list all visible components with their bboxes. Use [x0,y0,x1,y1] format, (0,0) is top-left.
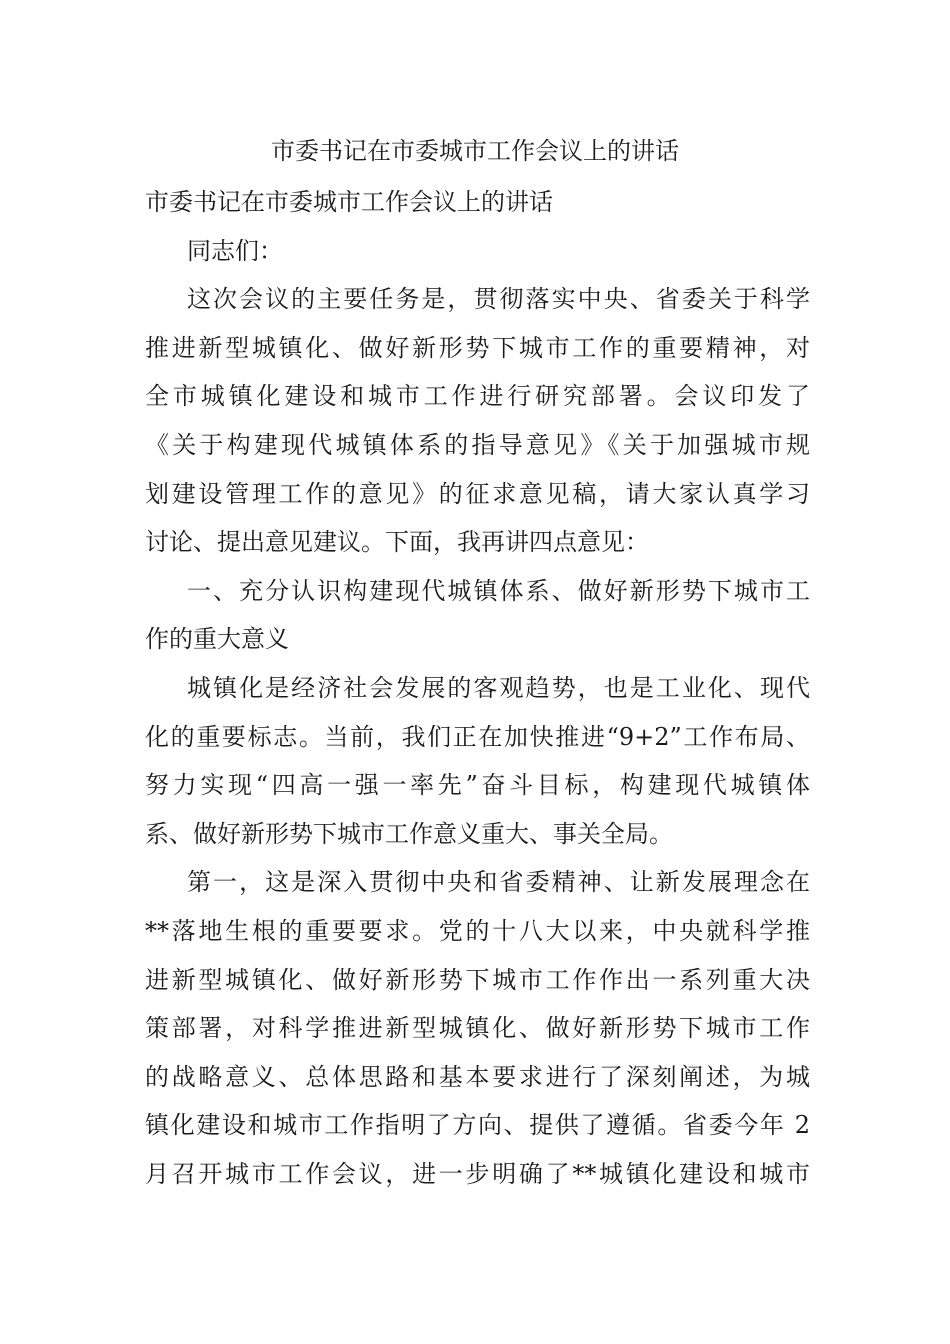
text-line: 这次会议的主要任务是，贯彻落实中央、省委关于科学 [187,285,810,314]
text-line: 作的重大意义 [145,625,289,654]
text-line: 镇化建设和城市工作指明了方向、提供了遵循。省委今年 2 [145,1111,810,1140]
text-line: 城镇化是经济社会发展的客观趋势，也是工业化、现代 [187,673,810,702]
text-line: 化的重要标志。当前，我们正在加快推进“9+2”工作布局、 [145,722,810,751]
text-line: 进新型城镇化、做好新形势下城市工作作出一系列重大决 [145,965,810,994]
text-line: 划建设管理工作的意见》的征求意见稿，请大家认真学习 [145,479,810,508]
text-line: 第一，这是深入贯彻中央和省委精神、让新发展理念在 [187,868,810,897]
text-line: 推进新型城镇化、做好新形势下城市工作的重要精神，对 [145,333,810,362]
text-line: 一、充分认识构建现代城镇体系、做好新形势下城市工 [187,576,810,605]
text-line: 全市城镇化建设和城市工作进行研究部署。会议印发了 [145,382,810,411]
text-line: 《关于构建现代城镇体系的指导意见》《关于加强城市规 [145,430,810,459]
text-line: **落地生根的重要要求。党的十八大以来，中央就科学推 [145,916,810,945]
text-line: 的战略意义、总体思路和基本要求进行了深刻阐述，为城 [145,1062,810,1091]
text-line: 月召开城市工作会议，进一步明确了**城镇化建设和城市 [145,1159,810,1188]
text-line: 同志们： [187,236,283,265]
text-line: 系、做好新形势下城市工作意义重大、事关全局。 [145,819,673,848]
text-line: 策部署，对科学推进新型城镇化、做好新形势下城市工作 [145,1014,810,1043]
document-body [145,180,810,1200]
text-line: 努力实现“四高一强一率先”奋斗目标，构建现代城镇体 [145,771,810,800]
text-line: 市委书记在市委城市工作会议上的讲话 [145,188,553,216]
text-line: 讨论、提出意见建议。下面，我再讲四点意见： [145,528,649,557]
page-title: 市委书记在市委城市工作会议上的讲话 [271,137,679,165]
